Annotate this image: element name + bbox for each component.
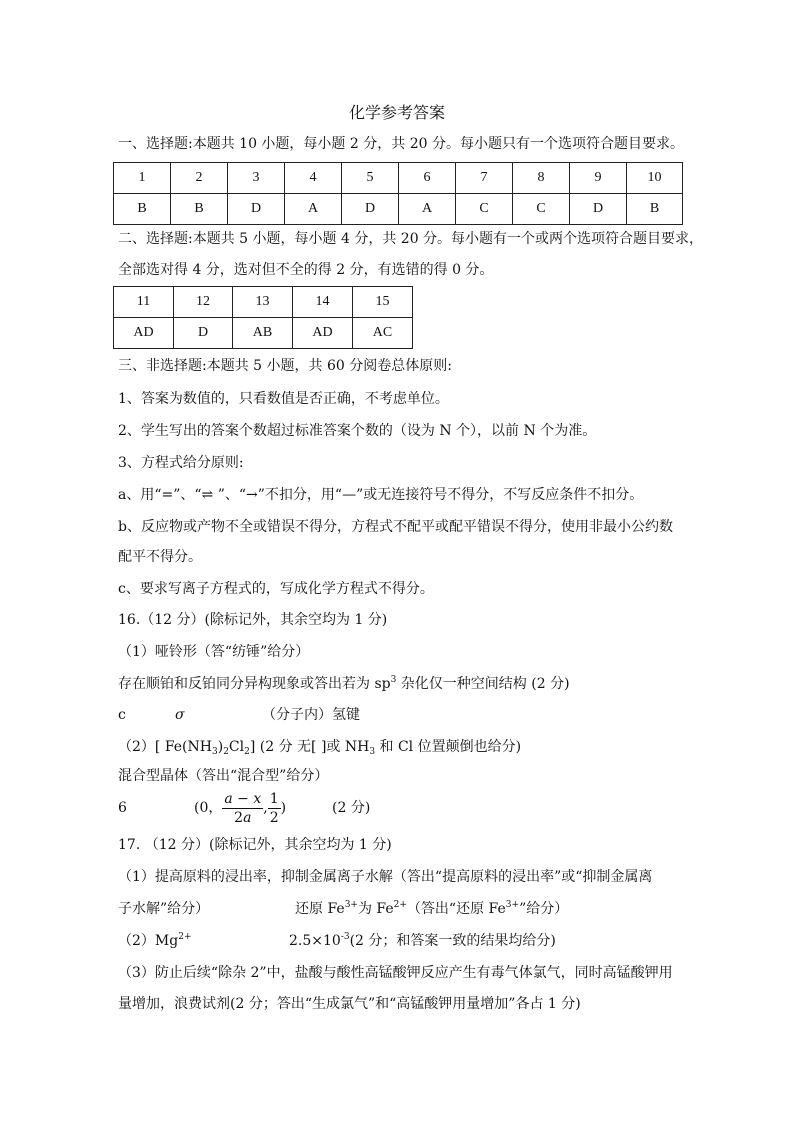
rule-3: 3、方程式给分原则: bbox=[118, 455, 244, 471]
text-fragment: 和 Cl 位置颠倒也给分) bbox=[375, 739, 522, 755]
q17-part2-ion bbox=[118, 932, 192, 950]
text-fragment: 存在顺铂和反铂同分异构现象或答出若为 sp bbox=[118, 676, 391, 692]
question-number: 12 bbox=[174, 287, 233, 318]
text-fragment: 2.5×10 bbox=[289, 933, 341, 949]
answer-cell: A bbox=[285, 194, 342, 225]
section2-heading-line1: 二、选择题:本题共 5 小题，每小题 4 分，共 20 分。每小题有一个或两个选项符合题目要求， bbox=[118, 231, 704, 247]
answer-cell: B bbox=[114, 194, 171, 225]
answer-cell: B bbox=[627, 194, 683, 225]
superscript: -3 bbox=[340, 932, 350, 942]
question-number: 7 bbox=[456, 163, 513, 194]
subscript: 2 bbox=[244, 747, 250, 757]
answer-cell: AD bbox=[114, 318, 174, 349]
q17-part1-line2: 子水解”给分） bbox=[118, 901, 210, 917]
question-number: 2 bbox=[171, 163, 228, 194]
text-fragment: ) bbox=[280, 800, 287, 816]
answer-row bbox=[114, 194, 683, 225]
rule-3a: a、用“=”、“⇌ ”、“→”不扣分，用“—”或无连接符号不得分，不写反应条件不扣分。 bbox=[118, 487, 644, 503]
q16-heading: 16.（12 分）(除标记外，其余空均为 1 分) bbox=[118, 612, 388, 628]
q17-heading: 17. （12 分）(除标记外，其余空均为 1 分) bbox=[118, 837, 392, 853]
answer-cell: C bbox=[456, 194, 513, 225]
question-number: 10 bbox=[627, 163, 683, 194]
subscript: 2 bbox=[223, 747, 229, 757]
rule-3b-line2: 配平不得分。 bbox=[118, 549, 202, 565]
rule-3c: c、要求写离子方程式的，写成化学方程式不得分。 bbox=[118, 581, 434, 597]
question-number: 1 bbox=[114, 163, 171, 194]
section1-heading: 一、选择题:本题共 10 小题，每小题 2 分，共 20 分。每小题只有一个选项符合题目要求。 bbox=[118, 136, 684, 152]
q16-coordination-number: 6 bbox=[118, 800, 127, 816]
text-fragment: （答出“还原 Fe bbox=[406, 901, 506, 917]
q16-answer-c: c bbox=[118, 707, 126, 723]
text-fragment: Cl bbox=[228, 739, 245, 755]
answer-row bbox=[114, 318, 413, 349]
text-fragment: 2 bbox=[234, 809, 244, 826]
page-title: 化学参考答案 bbox=[348, 103, 445, 122]
superscript: 3+ bbox=[344, 900, 358, 910]
fraction-numerator: 1 bbox=[269, 790, 279, 807]
answer-cell: AC bbox=[353, 318, 413, 349]
text-fragment: (0， bbox=[194, 800, 223, 816]
text-fragment: 为 Fe bbox=[357, 901, 394, 917]
text-fragment: （2）Mg bbox=[118, 933, 179, 949]
subscript: 3 bbox=[369, 747, 376, 757]
q16-answer-hydrogen-bond: （分子内）氢键 bbox=[262, 707, 360, 723]
text-fragment: ] (2 分 无[ ]或 NH bbox=[249, 739, 370, 755]
superscript: 3+ bbox=[505, 900, 520, 910]
answer-cell: D bbox=[174, 318, 233, 349]
text-fragment: ) bbox=[217, 739, 224, 755]
answer-cell: B bbox=[171, 194, 228, 225]
q17-part1-reduction bbox=[295, 900, 568, 918]
q16-answer-sigma: σ bbox=[175, 707, 185, 723]
text-fragment: 还原 Fe bbox=[295, 901, 345, 917]
fraction-denominator: 2 bbox=[269, 809, 279, 826]
answer-cell: D bbox=[342, 194, 399, 225]
superscript: 2+ bbox=[178, 932, 192, 942]
question-number: 4 bbox=[285, 163, 342, 194]
section1-answer-table bbox=[113, 162, 683, 225]
rule-3b-line1: b、反应物或产物不全或错误不得分，方程式不配平或配平错误不得分，使用非最小公约数 bbox=[118, 519, 673, 535]
question-number-row bbox=[114, 287, 413, 318]
question-number: 9 bbox=[570, 163, 627, 194]
q16-crystal-type: 混合型晶体（答出“混合型”给分） bbox=[118, 768, 329, 784]
question-number: 5 bbox=[342, 163, 399, 194]
rule-1: 1、答案为数值的，只看数值是否正确，不考虑单位。 bbox=[118, 391, 449, 407]
text-fragment: 杂化仅一种空间结构 (2 分) bbox=[396, 676, 570, 692]
question-number: 13 bbox=[233, 287, 293, 318]
text-fragment: （2）[ Fe(NH bbox=[118, 739, 212, 755]
question-number: 8 bbox=[513, 163, 570, 194]
section2-heading-line2: 全部选对得 4 分，选对但不全的得 2 分，有选错的得 0 分。 bbox=[118, 262, 494, 278]
q17-part3-line2: 量增加，浪费试剂(2 分；答出“生成氯气”和“高锰酸钾用量增加”各占 1 分) bbox=[118, 996, 581, 1012]
superscript: 2+ bbox=[393, 900, 407, 910]
text-fragment: (2 分；和答案一致的结果均给分) bbox=[349, 933, 556, 949]
answer-cell: AD bbox=[293, 318, 353, 349]
fraction-a-minus-x-over-2a bbox=[222, 790, 263, 827]
q16-part1-explanation bbox=[118, 675, 570, 693]
text-fragment: , bbox=[263, 800, 268, 816]
q16-part1: （1）哑铃形（答“纺锤”给分） bbox=[118, 644, 310, 660]
superscript: 3 bbox=[390, 675, 397, 685]
text-fragment: a bbox=[243, 809, 252, 826]
rule-2: 2、学生写出的答案个数超过标准答案个数的（设为 N 个），以前 N 个为准。 bbox=[118, 423, 597, 439]
fraction-numerator: a − x bbox=[224, 790, 262, 807]
fraction-denominator bbox=[222, 809, 263, 827]
answer-cell: A bbox=[399, 194, 456, 225]
question-number: 14 bbox=[293, 287, 353, 318]
fraction-one-half bbox=[268, 790, 281, 827]
section3-heading: 三、非选择题:本题共 5 小题，共 60 分阅卷总体原则: bbox=[118, 358, 452, 374]
question-number-row bbox=[114, 163, 683, 194]
answer-cell: D bbox=[570, 194, 627, 225]
answer-cell: D bbox=[228, 194, 285, 225]
q16-coordinates-score: (2 分) bbox=[332, 800, 371, 816]
answer-cell: AB bbox=[233, 318, 293, 349]
answer-cell: C bbox=[513, 194, 570, 225]
q16-coordinates bbox=[194, 786, 286, 830]
question-number: 3 bbox=[228, 163, 285, 194]
q17-part2-value bbox=[289, 932, 556, 950]
q17-part1-line1: （1）提高原料的浸出率，抑制金属离子水解（答出“提高原料的浸出率”或“抑制金属离 bbox=[118, 869, 653, 885]
section2-answer-table bbox=[113, 286, 413, 349]
question-number: 11 bbox=[114, 287, 174, 318]
subscript: 3 bbox=[211, 747, 218, 757]
question-number: 6 bbox=[399, 163, 456, 194]
text-fragment: ”给分） bbox=[519, 901, 569, 917]
q17-part3-line1: （3）防止后续“除杂 2”中，盐酸与酸性高锰酸钾反应产生有毒气体氯气，同时高锰酸钾用 bbox=[118, 965, 673, 981]
question-number: 15 bbox=[353, 287, 413, 318]
q16-part2 bbox=[118, 738, 521, 756]
